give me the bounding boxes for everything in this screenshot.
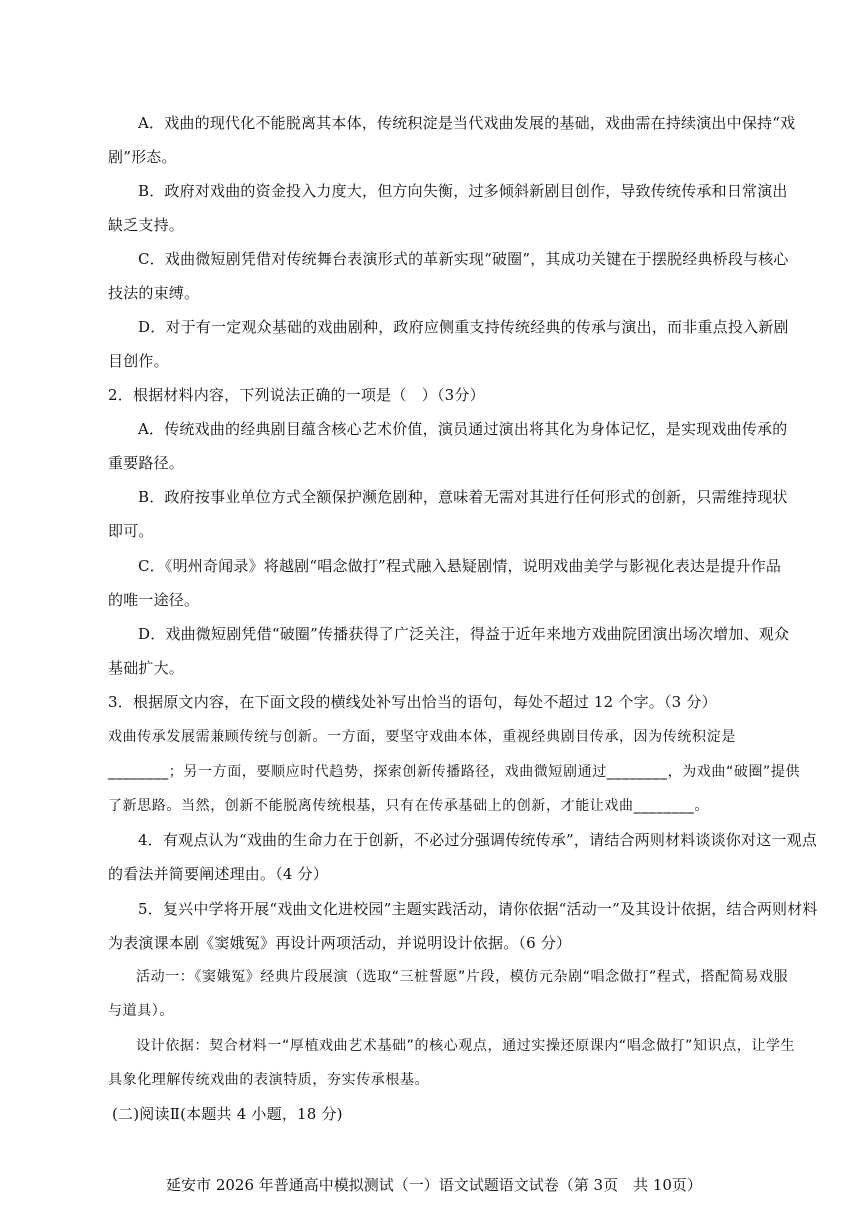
q5-line1: 5．复兴中学将开展“戏曲文化进校园”主题实践活动，请你依据“活动一”及其设计依据，结合两则材料: [138, 900, 818, 918]
q4-line1: 4．有观点认为“戏曲的生命力在于创新，不必过分强调传统传承”，请结合两则材料谈谈你对这一观点: [138, 831, 818, 849]
q1-option-c-line1: C．戏曲微短剧凭借对传统舞台表演形式的革新实现“破圈”，其成功关键在于摆脱经典桥段与核心: [138, 250, 789, 268]
q2-option-c-line2: 的唯一途径。: [108, 591, 200, 609]
q1-option-a-line2: 剧”形态。: [108, 148, 177, 166]
q3-passage-line2: ________；另一方面，要顺应时代趋势，探索创新传播路径，戏曲微短剧通过________，为戏曲“破圈”提供: [108, 764, 801, 780]
q2-option-b-line2: 即可。: [108, 522, 154, 540]
q3-passage-line1: 戏曲传承发展需兼顾传统与创新。一方面，要坚守戏曲本体，重视经典剧目传承，因为传统积淀是: [108, 729, 736, 745]
q5-line2: 为表演课本剧《窦娥冤》再设计两项活动，并说明设计依据。（6 分）: [108, 934, 572, 952]
q2-option-b-line1: B．政府按事业单位方式全额保护濒危剧种，意味着无需对其进行任何形式的创新，只需维持现状: [138, 488, 788, 506]
page-footer: 延安市 2026 年普通高中模拟测试（一）语文试题语文试卷（第 3页 共 10页）: [166, 1176, 702, 1194]
q1-option-b-line1: B．政府对戏曲的资金投入力度大，但方向失衡，过多倾斜新剧目创作，导致传统传承和日常演出: [138, 182, 788, 200]
q1-option-d-line1: D．对于有一定观众基础的戏曲剧种，政府应侧重支持传统经典的传承与演出，而非重点投入新剧: [138, 318, 789, 336]
q5-activity1-line1: 活动一：《窦娥冤》经典片段展演（选取“三桩誓愿”片段，模仿元杂剧“唱念做打”程式，搭配简易戏服: [136, 969, 789, 985]
q3-stem: 3．根据原文内容，在下面文段的横线处补写出恰当的语句，每处不超过 12 个字。（3 分）: [108, 693, 717, 711]
q5-activity1-line2: 与道具）。: [108, 1003, 174, 1019]
q1-option-a-line1: A．戏曲的现代化不能脱离其本体，传统积淀是当代戏曲发展的基础，戏曲需在持续演出中保持“戏: [138, 114, 796, 132]
q5-basis-line2: 具象化理解传统戏曲的表演特质，夯实传承根基。: [108, 1072, 430, 1088]
q4-line2: 的看法并简要阐述理由。（4 分）: [108, 865, 329, 883]
section-reading-2-heading: (二)阅读Ⅱ(本题共 4 小题，18 分): [112, 1105, 343, 1123]
q2-option-a-line2: 重要路径。: [108, 454, 185, 472]
q2-option-d-line2: 基础扩大。: [108, 659, 185, 677]
q2-option-a-line1: A．传统戏曲的经典剧目蕴含核心艺术价值，演员通过演出将其化为身体记忆，是实现戏曲传承的: [138, 420, 788, 438]
q2-stem: 2．根据材料内容，下列说法正确的一项是（ ）（3分）: [108, 386, 485, 404]
q1-option-b-line2: 缺乏支持。: [108, 216, 185, 234]
q2-option-d-line1: D．戏曲微短剧凭借“破圈”传播获得了广泛关注，得益于近年来地方戏曲院团演出场次增加、观众: [138, 625, 790, 643]
q1-option-d-line2: 目创作。: [108, 352, 169, 370]
q5-basis-line1: 设计依据：契合材料一“厚植戏曲艺术基础”的核心观点，通过实操还原课内“唱念做打”知识点，让学生: [136, 1038, 796, 1054]
q1-option-c-line2: 技法的束缚。: [108, 284, 200, 302]
q2-option-c-line1: C．《明州奇闻录》将越剧“唱念做打”程式融入悬疑剧情，说明戏曲美学与影视化表达是提升作品: [138, 557, 782, 575]
q3-passage-line3: 了新思路。当然，创新不能脱离传统根基，只有在传承基础上的创新，才能让戏曲________。: [108, 798, 709, 814]
